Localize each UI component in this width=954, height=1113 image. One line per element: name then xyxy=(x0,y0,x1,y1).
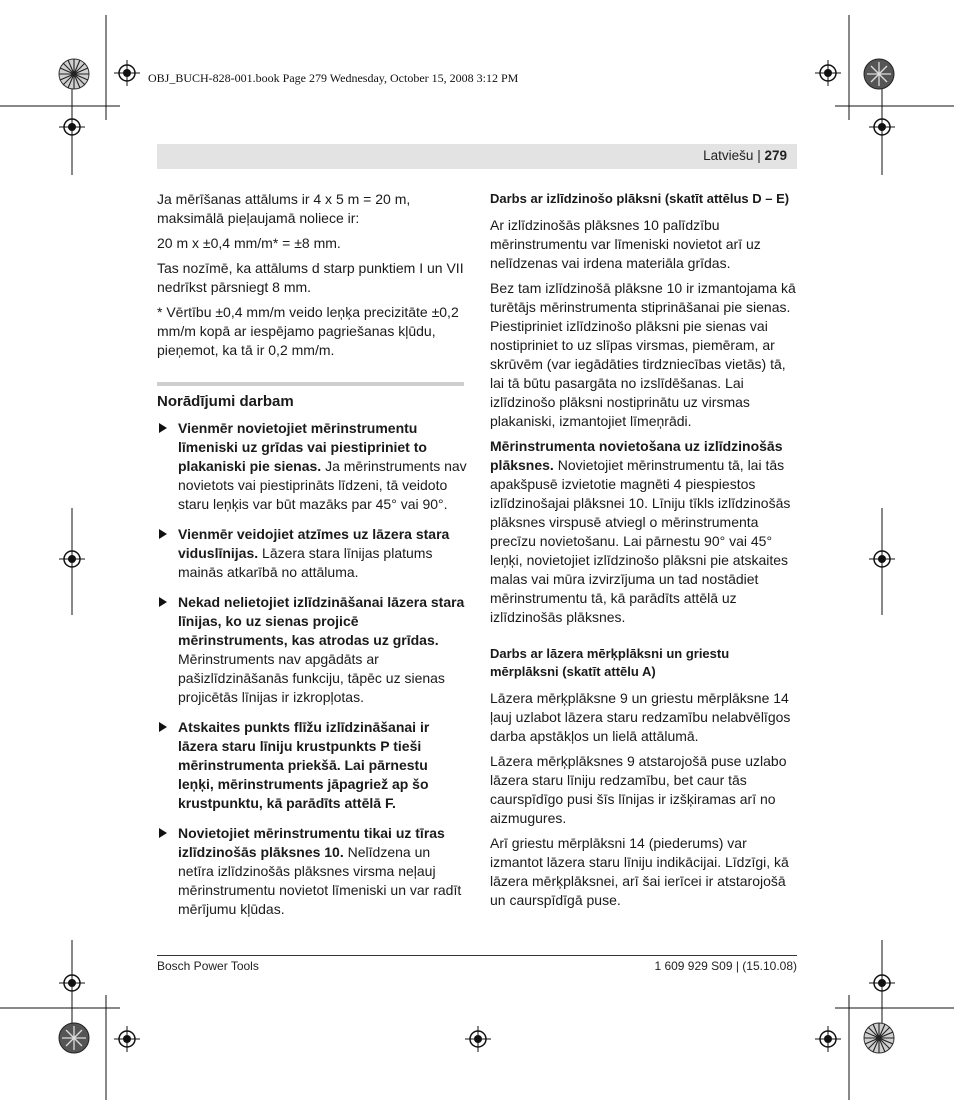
registration-target-icon xyxy=(869,546,895,572)
bullet-triangle-icon xyxy=(159,423,167,433)
target-plate-paragraph-2: Lāzera mērķplāksnes 9 atstarojošā puse uzlabo lāzera staru līniju redzamību, bet caur tās caurspīdīgo pusi šīs līnijas ir izšķiramas arī no aizmugures. xyxy=(490,753,787,826)
bullet-bold-text: Vienmēr novietojiet mērinstrumentu līmeniski uz grīdas vai piestipriniet to plakaniski pie sienas. xyxy=(178,420,427,474)
bullet-bold-text: Nekad nelietojiet izlīdzināšanai lāzera stara līnijas, ko uz sienas projicē mērinstruments, kas atrodas uz grīdas. xyxy=(178,594,465,648)
bullet-text: Lāzera stara līnijas platums mainās atkarībā no attāluma. xyxy=(178,545,433,580)
header-language: Latviešu xyxy=(703,148,754,163)
registration-target-icon xyxy=(869,114,895,140)
subsection-heading-target-plate: Darbs ar lāzera mērķplāksni un griestu mērplāksni (skatīt attēlu A) xyxy=(490,646,730,679)
color-rosette-icon xyxy=(58,1022,90,1054)
bullet-bold-text: Vienmēr veidojiet atzīmes uz lāzera stara viduslīnijas. xyxy=(178,526,450,561)
header-separator: | xyxy=(757,148,761,163)
target-plate-paragraph-3: Arī griestu mērplāksni 14 (piederums) var izmantot lāzera staru līniju indikācijai. Līdzīgi, kā lāzera mērķplāksnei, arī šai ierīcei ir atstarojošā un caurspīdīgā puse. xyxy=(490,835,789,908)
page-number: 279 xyxy=(764,148,787,163)
intro-paragraph-2: 20 m x ±0,4 mm/m* = ±8 mm. xyxy=(157,235,341,251)
registration-target-icon xyxy=(114,1026,140,1052)
registration-target-icon xyxy=(59,114,85,140)
color-rosette-icon xyxy=(58,58,90,90)
target-plate-paragraph-1: Lāzera mērķplāksne 9 un griestu mērplāksne 14 ļauj uzlabot lāzera staru redzamību nelabvēlīgos darba apstākļos un lielā attālumā. xyxy=(490,690,791,744)
intro-paragraph-1: Ja mērīšanas attālums ir 4 x 5 m = 20 m, maksimālā pieļaujamā noliece ir: xyxy=(157,191,411,226)
color-rosette-icon xyxy=(863,58,895,90)
left-column xyxy=(157,190,467,930)
bullet-text: Ja mērinstruments nav novietots vai piestiprināts līdzeni, tā veidoto staru leņķis var būt mazāks par 45° vai 90°. xyxy=(178,458,467,512)
instruction-bullet xyxy=(157,824,467,919)
bullet-text: Mērinstruments nav apgādāts ar pašizlīdzināšanās funkciju, tāpēc uz sienas projicētās līnijas ir izkropļotas. xyxy=(178,651,445,705)
leveling-plate-paragraph-3 xyxy=(490,437,800,627)
registration-target-icon xyxy=(815,60,841,86)
print-job-info: OBJ_BUCH-828-001.book Page 279 Wednesday, October 15, 2008 3:12 PM xyxy=(148,71,519,85)
intro-footnote: * Vērtību ±0,4 mm/m veido leņķa precizitāte ±0,2 mm/m kopā ar iespējamo pagriešanas kļūdu, pieņemot, ka tā ir 0,2 mm/m. xyxy=(157,304,459,358)
bullet-triangle-icon xyxy=(159,529,167,539)
bullet-bold-text: Novietojiet mērinstrumentu tikai uz tīras izlīdzinošās plāksnes 10. xyxy=(178,825,445,860)
footer-rule xyxy=(157,955,797,956)
bullet-text: Nelīdzena un netīra izlīdzinošās plāksnes virsma neļauj mērinstrumentu novietot līmeniski un var radīt mērījumu kļūdas. xyxy=(178,844,462,917)
footer-brand: Bosch Power Tools xyxy=(157,959,259,973)
leveling-plate-paragraph-2: Bez tam izlīdzinošā plāksne 10 ir izmantojama kā turētājs mērinstrumenta stiprināšanai pie sienas. Piestipriniet izlīdzinošo plāksni pie sienas vai nostipriniet to uz slīpas virsmas, piemēram, ar skrūvēm (var iegādāties tirdzniecības vietās) tā, lai tā būtu pasargāta no izslīdēšanas. Lai izlīdzinošo plāksni nostiprinātu uz virsmas plakaniski, izmantojiet līmeņrādi. xyxy=(490,280,796,429)
footer-doc-number: 1 609 929 S09 | (15.10.08) xyxy=(654,959,797,973)
registration-target-icon xyxy=(59,970,85,996)
bullet-triangle-icon xyxy=(159,722,167,732)
registration-target-icon xyxy=(59,546,85,572)
right-column xyxy=(490,190,800,916)
instruction-bullet xyxy=(157,525,467,582)
intro-paragraph-3: Tas nozīmē, ka attālums d starp punktiem I un VII nedrīkst pārsniegt 8 mm. xyxy=(157,260,464,295)
registration-target-icon xyxy=(869,970,895,996)
registration-target-icon xyxy=(114,60,140,86)
leveling-plate-paragraph-1: Ar izlīdzinošās plāksnes 10 palīdzību mērinstrumentu var līmeniski novietot arī uz nelīdzenas vai irdena materiāla grīdas. xyxy=(490,217,761,271)
instruction-bullet xyxy=(157,593,467,707)
running-header xyxy=(157,144,797,169)
paragraph-text: Novietojiet mērinstrumentu tā, lai tās apakšpusē izvietotie magnēti 4 piespiestos izlīdzinošajai plāksnei 10. Līniju tīkls izlīdzinošās plāksnes virspusē atviegl o mērinstrumenta precīzu novietošanu. Lai pārnestu 90° vai 45° leņķi, novietojiet izlīdzinošo plāksni pie atskaites malas vai mūra izvirzījuma un tad nostādiet mērinstrumentu tā, kā parādīts attēlā uz izlīdzinošās plāksnes. xyxy=(490,457,791,625)
section-divider xyxy=(157,382,464,386)
section-title: Norādījumi darbam xyxy=(157,393,294,410)
registration-target-icon xyxy=(465,1026,491,1052)
paragraph-lead-bold: Mērinstrumenta novietošana uz izlīdzinošās plāksnes. xyxy=(490,438,783,473)
bullet-triangle-icon xyxy=(159,597,167,607)
color-rosette-icon xyxy=(863,1022,895,1054)
bullet-bold-text: Atskaites punkts flīžu izlīdzināšanai ir lāzera staru līniju krustpunkts P tieši mērinstrumenta priekšā. Lai pārnestu leņķi, mērinstruments jāpagriež ap šo krustpunktu, kā parādīts attēlā F. xyxy=(178,719,430,811)
subsection-heading-leveling-plate: Darbs ar izlīdzinošo plāksni (skatīt attēlus D – E) xyxy=(490,191,790,206)
bullet-triangle-icon xyxy=(159,828,167,838)
instruction-bullet xyxy=(157,419,467,514)
header-language-page xyxy=(703,148,787,163)
registration-target-icon xyxy=(815,1026,841,1052)
instruction-bullet xyxy=(157,718,467,813)
